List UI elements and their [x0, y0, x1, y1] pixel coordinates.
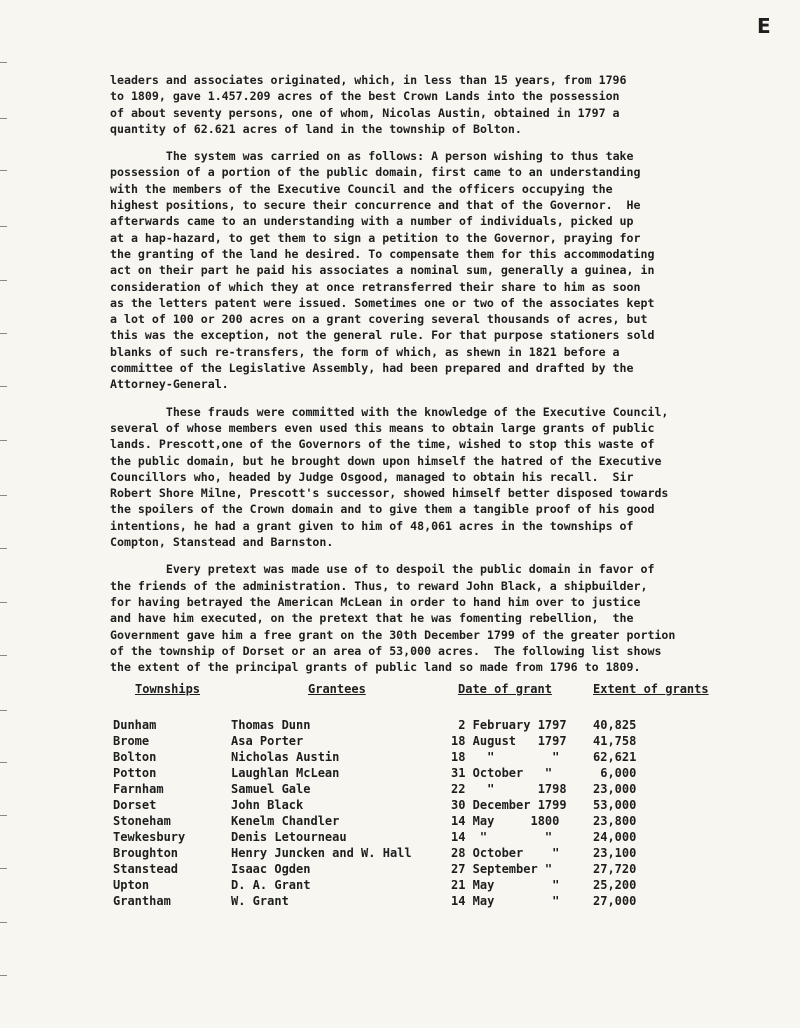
table-row — [113, 718, 733, 734]
table-row — [113, 894, 733, 910]
extent-cell: 41,758 — [593, 734, 637, 748]
date-cell: 31 October " — [451, 766, 553, 780]
date-cell: 21 May " — [451, 878, 560, 892]
grantee-cell: Samuel Gale — [231, 782, 311, 796]
date-cell: 30 December 1799 — [451, 798, 567, 812]
grantee-cell: Isaac Ogden — [231, 862, 311, 876]
table-row — [113, 750, 733, 766]
grantee-cell: Kenelm Chandler — [231, 814, 340, 828]
table-row — [113, 878, 733, 894]
grantee-cell: Laughlan McLean — [231, 766, 340, 780]
township-cell: Tewkesbury — [113, 830, 186, 844]
extent-cell: 27,720 — [593, 862, 637, 876]
grantee-cell: Henry Juncken and W. Hall — [231, 846, 412, 860]
extent-cell: 53,000 — [593, 798, 637, 812]
grants-table — [113, 682, 733, 910]
table-row — [113, 846, 733, 862]
township-cell: Upton — [113, 878, 150, 892]
header-date: Date of grant — [458, 682, 552, 696]
extent-cell: 24,000 — [593, 830, 637, 844]
grantee-cell: Denis Letourneau — [231, 830, 347, 844]
township-cell: Broughton — [113, 846, 179, 860]
grantee-cell: W. Grant — [231, 894, 289, 908]
township-cell: Bolton — [113, 750, 157, 764]
township-cell: Stanstead — [113, 862, 179, 876]
township-cell: Dorset — [113, 798, 157, 812]
township-cell: Stoneham — [113, 814, 171, 828]
extent-cell: 27,000 — [593, 894, 637, 908]
header-extent: Extent of grants — [593, 682, 709, 696]
extent-cell: 6,000 — [593, 766, 637, 780]
table-row — [113, 798, 733, 814]
date-cell: 14 " " — [451, 830, 553, 844]
township-cell: Dunham — [113, 718, 157, 732]
table-row — [113, 782, 733, 798]
township-cell: Grantham — [113, 894, 171, 908]
date-cell: 28 October " — [451, 846, 560, 860]
table-row — [113, 814, 733, 830]
paragraph-4: Every pretext was made use of to despoil the public domain in favor of the friends of the administration. Thus, to reward John Black, a shipbuilder, for having betrayed the American McLean in order to hand him over to justice and have him executed, on the pretext that he was fomenting rebellion, the Government gave him a free grant on the 30th December 1799 of the greater portion of the township of Dorset or an area of 53,000 acres. The following list shows the extent of the principal grants of public land so made from 1796 to 1809. — [110, 562, 676, 675]
date-cell: 18 " " — [451, 750, 560, 764]
grantee-cell: Asa Porter — [231, 734, 304, 748]
extent-cell: 23,100 — [593, 846, 637, 860]
body-text — [110, 72, 750, 686]
extent-cell: 23,000 — [593, 782, 637, 796]
grantee-cell: John Black — [231, 798, 304, 812]
table-row — [113, 862, 733, 878]
table-header — [113, 682, 733, 718]
date-cell: 2 February 1797 — [451, 718, 567, 732]
grantee-cell: D. A. Grant — [231, 878, 311, 892]
date-cell: 27 September " — [451, 862, 553, 876]
grantee-cell: Thomas Dunn — [231, 718, 311, 732]
extent-cell: 25,200 — [593, 878, 637, 892]
date-cell: 14 May 1800 — [451, 814, 560, 828]
header-townships: Townships — [135, 682, 201, 696]
page-marker: E — [757, 14, 771, 38]
header-grantees: Grantees — [308, 682, 366, 696]
township-cell: Brome — [113, 734, 150, 748]
table-row — [113, 766, 733, 782]
extent-cell: 40,825 — [593, 718, 637, 732]
paragraph-1: leaders and associates originated, which, in less than 15 years, from 1796 to 1809, gave 1.457.209 acres of the best Crown Lands into the possession of about seventy persons, one of whom, Nicolas Austin, obtained in 1797 a quantity of 62.621 acres of land in the township of Bolton. — [110, 73, 627, 136]
paragraph-2: The system was carried on as follows: A person wishing to thus take possession of a portion of the public domain, first came to an understanding with the members of the Executive Council and the officers occupying the highest positions, to secure their concurrence and that of the Governor. He afterwards came to an understanding with a number of individuals, picked up at a hap-hazard, to get them to sign a petition to the Governor, praying for the granting of the land he desired. To compensate them for this accommodating act on their part he paid his associates a nominal sum, generally a guinea, in consideration of which they at once retransferred their share to him as soon as the letters patent were issued. Sometimes one or two of the associates kept a lot of 100 or 200 acres on a grant covering several thousands of acres, but this was the exception, not the general rule. For that purpose stationers sold blanks of such re-transfers, the form of which, as shewn in 1821 before a committee of the Legislative Assembly, had been prepared and drafted by the Attorney-General. — [110, 149, 655, 392]
table-body — [113, 718, 733, 910]
date-cell: 14 May " — [451, 894, 560, 908]
table-row — [113, 734, 733, 750]
township-cell: Farnham — [113, 782, 164, 796]
grantee-cell: Nicholas Austin — [231, 750, 340, 764]
date-cell: 22 " 1798 — [451, 782, 567, 796]
date-cell: 18 August 1797 — [451, 734, 567, 748]
extent-cell: 62,621 — [593, 750, 637, 764]
extent-cell: 23,800 — [593, 814, 637, 828]
paragraph-3: These frauds were committed with the knowledge of the Executive Council, several of whose members even used this means to obtain large grants of public lands. Prescott,one of the Governors of the time, wished to stop this waste of the public domain, but he brought down upon himself the hatred of the Executive Councillors who, headed by Judge Osgood, managed to obtain his recall. Sir Robert Shore Milne, Prescott's successor, showed himself better disposed towards the spoilers of the Crown domain and to give them a tangible proof of his good intentions, he had a grant given to him of 48,061 acres in the townships of Compton, Stanstead and Barnston. — [110, 404, 669, 550]
table-row — [113, 830, 733, 846]
township-cell: Potton — [113, 766, 157, 780]
